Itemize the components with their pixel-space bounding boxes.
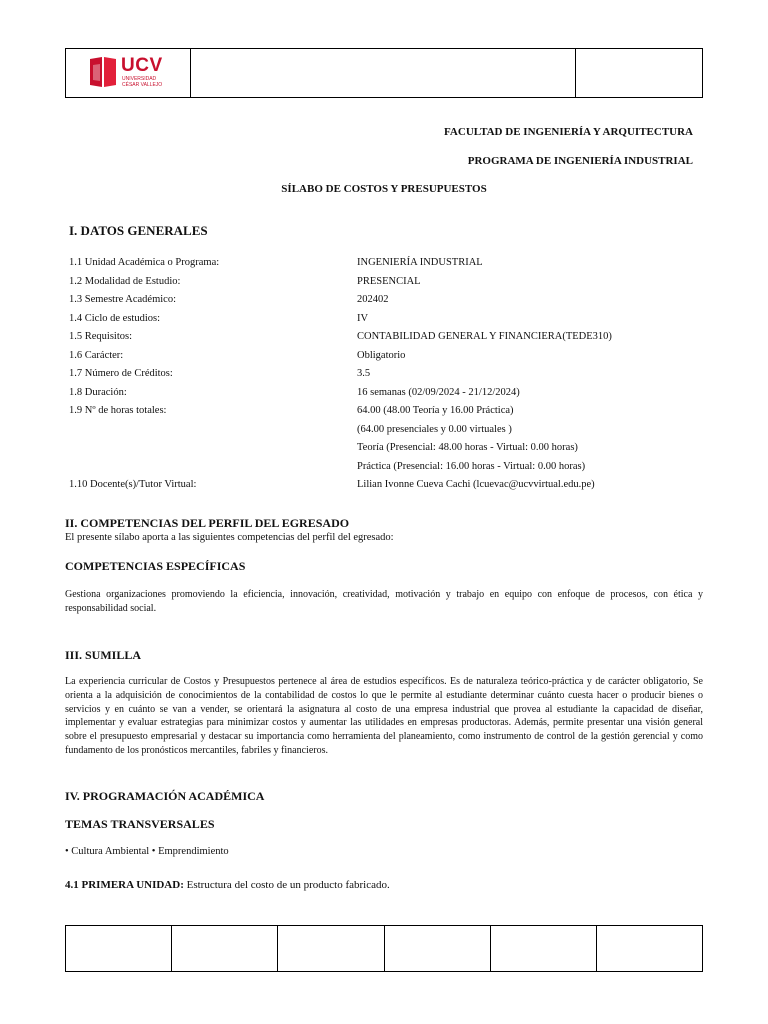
unit-table-cell (66, 926, 172, 971)
row-label: 1.3 Semestre Académico: (69, 294, 177, 305)
logo-subtext: UNIVERSIDAD CÉSAR VALLEJO (122, 76, 163, 88)
program-line: PROGRAMA DE INGENIERÍA INDUSTRIAL (467, 155, 693, 167)
data-row (69, 387, 709, 406)
unit-table (65, 925, 703, 972)
row-label: 1.5 Requisitos: (69, 331, 133, 342)
section-sumilla-heading: III. SUMILLA (65, 648, 142, 662)
row-value: PRESENCIAL (357, 275, 421, 287)
row-label: 1.2 Modalidad de Estudio: (69, 275, 181, 287)
temas-transversales-text: • Cultura Ambiental • Emprendimiento (65, 846, 229, 857)
data-row (69, 424, 709, 443)
primera-unidad-line (65, 879, 390, 891)
data-row (69, 442, 709, 461)
data-row (69, 313, 709, 332)
row-label: 1.1 Unidad Académica o Programa: (69, 257, 220, 268)
row-value: 16 semanas (02/09/2024 - 21/12/2024) (357, 386, 520, 398)
section-programacion-heading: IV. PROGRAMACIÓN ACADÉMICA (65, 789, 265, 803)
unit-table-cell (385, 926, 491, 971)
row-label: 1.6 Carácter: (69, 349, 124, 361)
competencias-intro: El presente sílabo aporta a las siguientes competencias del perfil del egresado: (65, 532, 394, 543)
row-value: (64.00 presenciales y 0.00 virtuales ) (357, 423, 512, 435)
row-value: Práctica (Presencial: 16.00 horas - Virtual: 0.00 horas) (357, 460, 586, 472)
sumilla-text: La experiencia curricular de Costos y Presupuestos pertenece al área de estudios específicos. Es de naturaleza teórico-práctica y de carácter obligatorio, Se orienta a la adquisición de conocimientos de la contabilidad de costos lo que le permite al estudiante determinar cuánto cuesta hacer o producir bienes o servicios y en cuánto se van a vender, se orientará la asignatura al costo de una empresa industrial que provea al estudiante la capacidad de diseñar, implementar y evaluar estrategias para minimizar costos y aumentar las utilidades en empresas productoras. Además, permite presentar una visión general sobre el presupuesto empresarial y destacar su importancia como herramienta del planeamiento, como instrumento de control de la gestión gerencial y como fundamento de los pronósticos mercantiles, fabriles y financieros. (65, 676, 703, 756)
data-row (69, 350, 709, 369)
row-label: 1.4 Ciclo de estudios: (69, 312, 160, 324)
data-row (69, 479, 709, 498)
data-row (69, 331, 709, 350)
section-competencias-heading: II. COMPETENCIAS DEL PERFIL DEL EGRESADO (65, 516, 350, 530)
document-title: SÍLABO DE COSTOS Y PRESUPUESTOS (281, 183, 487, 195)
data-row (69, 294, 709, 313)
section-datos-generales-heading: I. DATOS GENERALES (69, 223, 208, 238)
unit-table-cell (597, 926, 702, 971)
row-label: 1.8 Duración: (69, 386, 127, 398)
row-value: 64.00 (48.00 Teoría y 16.00 Práctica) (357, 405, 514, 416)
data-row (69, 405, 709, 424)
competencias-text: Gestiona organizaciones promoviendo la eficiencia, innovación, creatividad, motivación y trabajo en equipo con enfoque de procesos, con ética y responsabilidad social. (65, 589, 703, 614)
row-value: Teoría (Presencial: 48.00 horas - Virtual: 0.00 horas) (357, 442, 578, 453)
unit-table-cell (172, 926, 278, 971)
row-value: INGENIERÍA INDUSTRIAL (357, 257, 483, 268)
logo-wordmark: UCV (121, 55, 163, 76)
row-label: 1.9 Nº de horas totales: (69, 405, 167, 416)
data-row (69, 257, 709, 276)
row-value: CONTABILIDAD GENERAL Y FINANCIERA(TEDE310) (357, 331, 612, 342)
row-label: 1.10 Docente(s)/Tutor Virtual: (69, 479, 197, 490)
data-row (69, 368, 709, 387)
row-value: Obligatorio (357, 349, 406, 361)
row-value: 202402 (357, 294, 389, 305)
row-value: 3.5 (357, 368, 371, 379)
row-value: IV (357, 312, 369, 324)
primera-unidad-text: Estructura del costo de un producto fabricado. (186, 879, 390, 891)
ucv-logo (88, 55, 170, 91)
primera-unidad-label: 4.1 PRIMERA UNIDAD: (65, 879, 184, 891)
data-row (69, 461, 709, 480)
temas-transversales-heading: TEMAS TRANSVERSALES (65, 817, 215, 831)
header-middle-cell (190, 49, 576, 97)
header-right-cell (575, 49, 702, 97)
datos-generales-list (69, 257, 709, 498)
unit-table-cell (278, 926, 384, 971)
unit-table-cell (491, 926, 597, 971)
data-row (69, 276, 709, 295)
row-value: Lilian Ivonne Cueva Cachi (lcuevac@ucvvirtual.edu.pe) (357, 479, 595, 490)
competencias-especificas-heading: COMPETENCIAS ESPECÍFICAS (65, 559, 246, 573)
row-label: 1.7 Número de Créditos: (69, 368, 173, 379)
faculty-line: FACULTAD DE INGENIERÍA Y ARQUITECTURA (444, 126, 693, 138)
